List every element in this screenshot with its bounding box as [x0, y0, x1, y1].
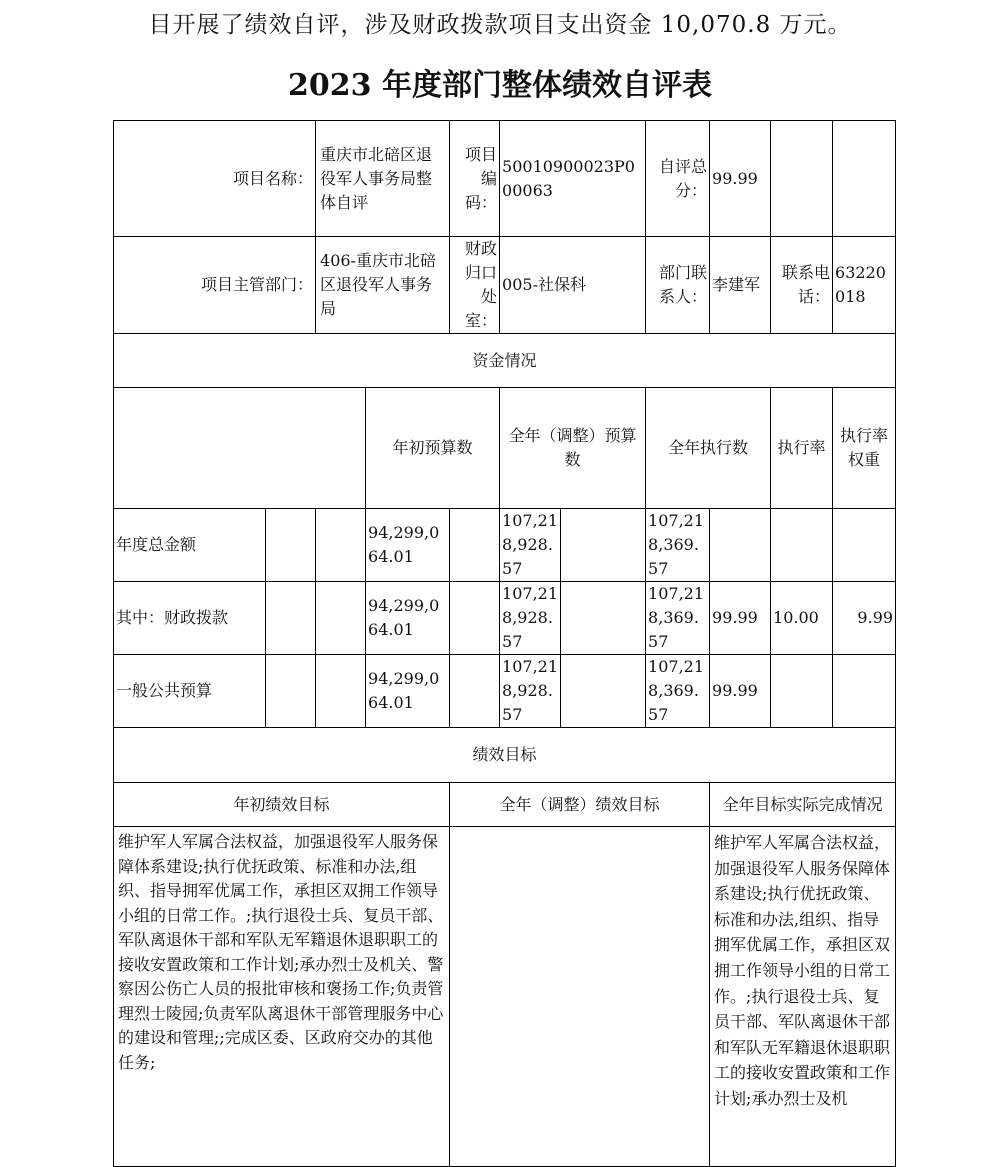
rate-header: 执行率 [771, 388, 833, 509]
finance-office-label: 财政归口处室： [450, 237, 500, 334]
info-row-project [114, 121, 896, 237]
dept-label: 项目主管部门： [114, 237, 316, 334]
empty-cell [450, 582, 500, 655]
self-score-value: 99.99 [710, 121, 771, 237]
empty-cell [316, 582, 366, 655]
empty-cell [450, 655, 500, 728]
budget-value: 94,299,064.01 [366, 509, 450, 582]
rate-value [710, 509, 771, 582]
empty-cell [316, 655, 366, 728]
executed-header: 全年执行数 [646, 388, 771, 509]
budget-value: 94,299,064.01 [366, 582, 450, 655]
empty-cell [561, 509, 646, 582]
funds-section-row [114, 334, 896, 388]
finance-office-value: 005-社保科 [500, 237, 646, 334]
dept-value: 406-重庆市北碚区退役军人事务局 [316, 237, 450, 334]
page-title: 2023 年度部门整体绩效自评表 [288, 68, 712, 103]
adjusted-value: 107,218,928.57 [500, 655, 561, 728]
empty-cell [266, 582, 316, 655]
empty-cell [450, 509, 500, 582]
adjusted-value: 107,218,928.57 [500, 509, 561, 582]
empty-cell [316, 509, 366, 582]
score-value: 9.99 [833, 582, 896, 655]
goals-section-title: 绩效目标 [114, 728, 896, 783]
executed-value: 107,218,369.57 [646, 582, 710, 655]
funds-row-label: 一般公共预算 [114, 655, 266, 728]
adjusted-goal-text [450, 827, 710, 1167]
empty-cell [833, 121, 896, 237]
funds-row-label: 其中：财政拨款 [114, 582, 266, 655]
funds-section-title: 资金情况 [114, 334, 896, 388]
rate-value: 99.99 [710, 582, 771, 655]
executed-value: 107,218,369.57 [646, 509, 710, 582]
funds-header-row [114, 388, 896, 509]
project-name-value: 重庆市北碚区退役军人事务局整体自评 [316, 121, 450, 237]
phone-value: 63220018 [833, 237, 896, 334]
contact-label: 部门联系人： [646, 237, 710, 334]
funds-row [114, 509, 896, 582]
adjusted-value: 107,218,928.57 [500, 582, 561, 655]
empty-cell [266, 655, 316, 728]
rate-value: 99.99 [710, 655, 771, 728]
actual-completion-text: 维护军人军属合法权益，加强退役军人服务保障体系建设;执行优抚政策、标准和办法,组织、指导拥军优属工作，承担区双拥工作领导小组的日常工作。;执行退役士兵、复员干部、军队离退休干部和军队无军籍退休退职职工的接收安置政策和工作计划;承办烈士及机 [710, 827, 896, 1167]
funds-row [114, 582, 896, 655]
self-score-label: 自评总分： [646, 121, 710, 237]
info-row-department [114, 237, 896, 334]
lead-paragraph-fragment: 目开展了绩效自评，涉及财政拨款项目支出资金 10,070.8 万元。 [148, 12, 852, 38]
project-code-value: 50010900023P000063 [500, 121, 646, 237]
executed-value: 107,218,369.57 [646, 655, 710, 728]
empty-cell [114, 388, 366, 509]
project-name-label: 项目名称： [114, 121, 316, 237]
adjusted-goal-header: 全年（调整）绩效目标 [450, 783, 710, 827]
goals-section-row [114, 728, 896, 783]
project-code-label: 项目编码： [450, 121, 500, 237]
actual-completion-header: 全年目标实际完成情况 [710, 783, 896, 827]
empty-cell [266, 509, 316, 582]
funds-row-label: 年度总金额 [114, 509, 266, 582]
contact-value: 李建军 [710, 237, 771, 334]
empty-cell [771, 121, 833, 237]
score-value [833, 509, 896, 582]
weight-header: 执行率权重 [833, 388, 896, 509]
initial-goal-header: 年初绩效目标 [114, 783, 450, 827]
goals-content-row [114, 827, 896, 1167]
performance-evaluation-table [113, 120, 896, 1167]
budget-value: 94,299,064.01 [366, 655, 450, 728]
budget-header: 年初预算数 [366, 388, 500, 509]
score-value [833, 655, 896, 728]
empty-cell [561, 655, 646, 728]
weight-value: 10.00 [771, 582, 833, 655]
weight-value [771, 509, 833, 582]
weight-value [771, 655, 833, 728]
adjusted-header: 全年（调整）预算数 [500, 388, 646, 509]
empty-cell [561, 582, 646, 655]
funds-row [114, 655, 896, 728]
phone-label: 联系电话： [771, 237, 833, 334]
goals-header-row [114, 783, 896, 827]
initial-goal-text: 维护军人军属合法权益，加强退役军人服务保障体系建设;执行优抚政策、标准和办法,组织、指导拥军优属工作，承担区双拥工作领导小组的日常工作。;执行退役士兵、复员干部、军队离退休干部和军队无军籍退休退职职工的接收安置政策和工作计划;承办烈士及机关、警察因公伤亡人员的报批审核和褒扬工作;负责管理烈士陵园;负责军队离退休干部管理服务中心的建设和管理;;完成区委、区政府交办的其他任务; [114, 827, 450, 1167]
